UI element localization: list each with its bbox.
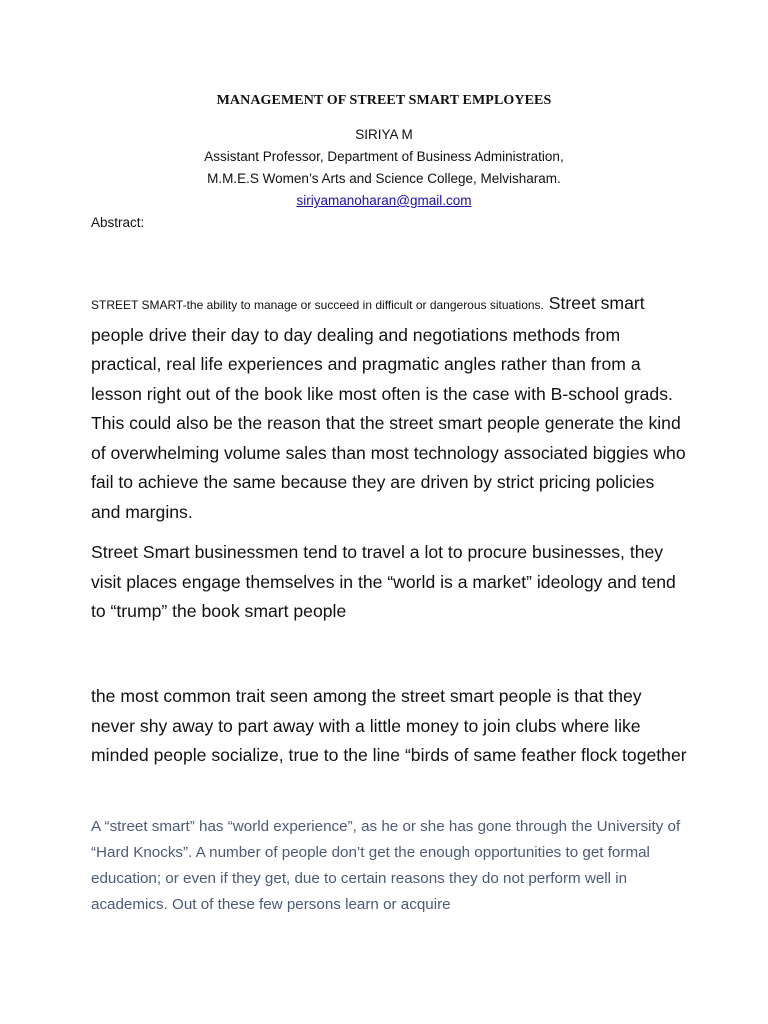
author-name: SIRIYA M <box>355 127 413 142</box>
author-affiliation-line-2: M.M.E.S Women’s Arts and Science College, Melvisharam. <box>207 171 561 186</box>
paragraph-1-body: Street smart people drive their day to day dealing and negotiations methods from practical, real life experiences and pragmatic angles rather than from a lesson right out of the book like most often is the case with B-school grads. This could also be the reason that the street smart people generate the kind of overwhelming volume sales than most technology associated biggies who fail to achieve the same because they are driven by strict pricing policies and margins. <box>91 293 686 522</box>
paper-title: MANAGEMENT OF STREET SMART EMPLOYEES <box>216 93 552 108</box>
paragraph-2: Street Smart businessmen tend to travel a lot to procure businesses, they visit places engage themselves in the “world is a market” ideology and tend to “trump” the book smart people <box>91 542 676 621</box>
author-email-link[interactable]: siriyamanoharan@gmail.com <box>296 193 472 208</box>
street-smart-definition: STREET SMART-the ability to manage or succeed in difficult or dangerous situations. <box>91 298 544 312</box>
abstract-label: Abstract: <box>91 215 145 230</box>
paragraph-4: A “street smart” has “world experience”, as he or she has gone through the University of “Hard Knocks”. A number of people don’t get the enough opportunities to get formal education; or even if they get, due to certain reasons they do not perform well in academics. Out of these few persons learn or acquire <box>91 818 681 913</box>
paragraph-1 <box>91 289 687 527</box>
email-line <box>0 192 768 210</box>
author-affiliation-line-1: Assistant Professor, Department of Business Administration, <box>204 149 564 164</box>
paragraph-3: the most common trait seen among the street smart people is that they never shy away to part away with a little money to join clubs where like minded people socialize, true to the line “birds of same feather flock together <box>91 686 687 765</box>
